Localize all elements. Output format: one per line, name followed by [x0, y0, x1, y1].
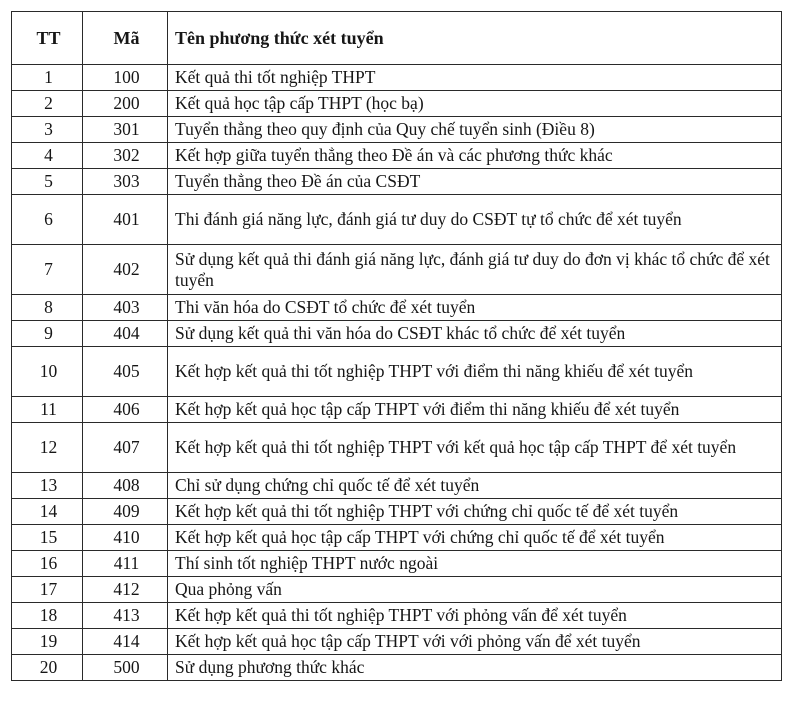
cell-index: 4: [12, 143, 83, 169]
cell-method-name: Thí sinh tốt nghiệp THPT nước ngoài: [168, 551, 782, 577]
cell-code: 500: [83, 655, 168, 681]
table-row: [12, 245, 782, 295]
cell-index: 19: [12, 629, 83, 655]
cell-code: 405: [83, 347, 168, 397]
cell-method-name: Kết hợp kết quả thi tốt nghiệp THPT với phỏng vấn để xét tuyển: [168, 603, 782, 629]
cell-index: 9: [12, 321, 83, 347]
table-row: [12, 117, 782, 143]
table-row: [12, 577, 782, 603]
cell-method-name: Chỉ sử dụng chứng chỉ quốc tế để xét tuyển: [168, 473, 782, 499]
cell-index: 3: [12, 117, 83, 143]
cell-method-name: Qua phỏng vấn: [168, 577, 782, 603]
table-header: [12, 12, 782, 65]
cell-code: 410: [83, 525, 168, 551]
cell-method-name: Kết quả học tập cấp THPT (học bạ): [168, 91, 782, 117]
table-row: [12, 295, 782, 321]
cell-method-name: Tuyển thẳng theo quy định của Quy chế tuyển sinh (Điều 8): [168, 117, 782, 143]
table-row: [12, 321, 782, 347]
cell-method-name: Kết hợp kết quả thi tốt nghiệp THPT với kết quả học tập cấp THPT để xét tuyển: [168, 423, 782, 473]
cell-method-name: Thi đánh giá năng lực, đánh giá tư duy do CSĐT tự tổ chức để xét tuyển: [168, 195, 782, 245]
cell-code: 413: [83, 603, 168, 629]
header-code: Mã: [83, 12, 168, 65]
cell-code: 100: [83, 65, 168, 91]
table-row: [12, 195, 782, 245]
cell-code: 301: [83, 117, 168, 143]
table-row: [12, 525, 782, 551]
cell-index: 1: [12, 65, 83, 91]
cell-index: 11: [12, 397, 83, 423]
cell-index: 15: [12, 525, 83, 551]
cell-method-name: Kết hợp kết quả học tập cấp THPT với với phỏng vấn để xét tuyển: [168, 629, 782, 655]
cell-code: 414: [83, 629, 168, 655]
admission-methods-table: [11, 11, 782, 681]
cell-index: 13: [12, 473, 83, 499]
table-row: [12, 169, 782, 195]
cell-code: 412: [83, 577, 168, 603]
cell-code: 200: [83, 91, 168, 117]
table-row: [12, 423, 782, 473]
cell-code: 302: [83, 143, 168, 169]
cell-index: 2: [12, 91, 83, 117]
table-row: [12, 629, 782, 655]
cell-code: 403: [83, 295, 168, 321]
cell-index: 6: [12, 195, 83, 245]
cell-code: 404: [83, 321, 168, 347]
table-row: [12, 143, 782, 169]
cell-index: 8: [12, 295, 83, 321]
cell-method-name: Tuyển thẳng theo Đề án của CSĐT: [168, 169, 782, 195]
table-row: [12, 499, 782, 525]
header-row: [12, 12, 782, 65]
table-body: [12, 65, 782, 681]
cell-method-name: Thi văn hóa do CSĐT tổ chức để xét tuyển: [168, 295, 782, 321]
cell-method-name: Sử dụng kết quả thi đánh giá năng lực, đánh giá tư duy do đơn vị khác tổ chức để xét tuyển: [168, 245, 782, 295]
cell-index: 16: [12, 551, 83, 577]
cell-code: 409: [83, 499, 168, 525]
table-row: [12, 65, 782, 91]
cell-method-name: Kết hợp kết quả học tập cấp THPT với điểm thi năng khiếu để xét tuyển: [168, 397, 782, 423]
cell-index: 17: [12, 577, 83, 603]
header-index: TT: [12, 12, 83, 65]
table-row: [12, 603, 782, 629]
cell-method-name: Kết hợp giữa tuyển thẳng theo Đề án và các phương thức khác: [168, 143, 782, 169]
cell-method-name: Kết hợp kết quả thi tốt nghiệp THPT với chứng chỉ quốc tế để xét tuyển: [168, 499, 782, 525]
table-row: [12, 655, 782, 681]
cell-code: 407: [83, 423, 168, 473]
cell-method-name: Sử dụng kết quả thi văn hóa do CSĐT khác tổ chức để xét tuyển: [168, 321, 782, 347]
cell-method-name: Kết hợp kết quả học tập cấp THPT với chứng chỉ quốc tế để xét tuyển: [168, 525, 782, 551]
cell-index: 12: [12, 423, 83, 473]
cell-index: 14: [12, 499, 83, 525]
table-row: [12, 551, 782, 577]
cell-code: 402: [83, 245, 168, 295]
cell-code: 401: [83, 195, 168, 245]
table-row: [12, 397, 782, 423]
cell-code: 411: [83, 551, 168, 577]
cell-method-name: Kết hợp kết quả thi tốt nghiệp THPT với điểm thi năng khiếu để xét tuyển: [168, 347, 782, 397]
cell-code: 408: [83, 473, 168, 499]
table-row: [12, 473, 782, 499]
cell-index: 18: [12, 603, 83, 629]
cell-method-name: Kết quả thi tốt nghiệp THPT: [168, 65, 782, 91]
cell-index: 10: [12, 347, 83, 397]
table-row: [12, 91, 782, 117]
cell-method-name: Sử dụng phương thức khác: [168, 655, 782, 681]
header-method-name: Tên phương thức xét tuyển: [168, 12, 782, 65]
cell-code: 406: [83, 397, 168, 423]
table-row: [12, 347, 782, 397]
cell-index: 5: [12, 169, 83, 195]
cell-code: 303: [83, 169, 168, 195]
cell-index: 7: [12, 245, 83, 295]
cell-index: 20: [12, 655, 83, 681]
